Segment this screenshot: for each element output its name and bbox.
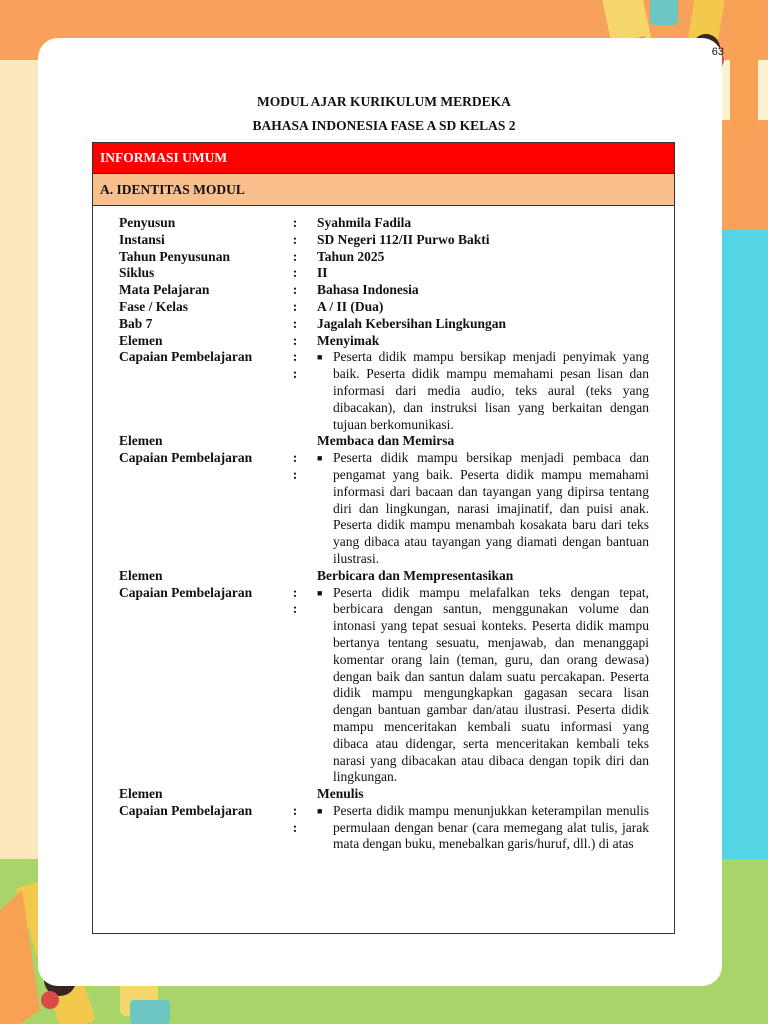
- cp-row: [93, 585, 674, 787]
- identity-label: Siklus: [119, 265, 155, 281]
- elemen-row: [93, 333, 674, 350]
- colon: :: [292, 802, 298, 818]
- identity-value: Syahmila Fadila: [317, 215, 412, 230]
- colon-pair: [280, 450, 310, 568]
- identity-value: Jagalah Kebersihan Lingkungan: [317, 315, 507, 331]
- elemen-label: Elemen: [119, 567, 163, 583]
- colon-blank: [280, 433, 310, 450]
- colon: :: [292, 248, 298, 264]
- identity-row: [93, 232, 674, 249]
- cp-content: [310, 450, 674, 568]
- cp-row: [93, 349, 674, 433]
- identity-row: [93, 282, 674, 299]
- elemen-row: [93, 786, 674, 803]
- page-number: 63: [711, 46, 724, 58]
- colon: :: [292, 584, 298, 600]
- elemen-row: [93, 568, 674, 585]
- cp-row: [93, 450, 674, 568]
- cp-content: [310, 803, 674, 853]
- bullet-icon: ■: [317, 587, 323, 598]
- colon: :: [292, 315, 298, 331]
- cp-label: Capaian Pembelajaran: [119, 584, 253, 600]
- module-title: MODUL AJAR KURIKULUM MERDEKA: [257, 94, 511, 109]
- colon: :: [292, 466, 298, 482]
- cp-text: Peserta didik mampu menunjukkan keterampilan menulis permulaan dengan benar (cara memegang alat tulis, jarak mata dengan buku, menebalkan garis/huruf, dll.) di atas: [333, 802, 649, 852]
- colon-pair: [280, 349, 310, 433]
- bullet-icon: ■: [317, 352, 323, 363]
- identity-label: Bab 7: [119, 315, 153, 331]
- identity-row: [93, 299, 674, 316]
- cp-label: Capaian Pembelajaran: [119, 349, 253, 365]
- cp-text: Peserta didik mampu melafalkan teks dengan tepat, berbicara dengan santun, menggunakan volume dan intonasi yang tepat sesuai konteks. Peserta didik mampu bertanya tentang sesuatu, menjawab, dan menanggapi komentar orang lain (teman, guru, dan orang dewasa) dengan baik dan santun dalam suatu percakapan. Peserta didik mampu mengungkapkan gagasan secara lisan dengan bantuan gambar dan/atau ilustrasi. Peserta didik mampu menceritakan kembali suatu informasi yang dibaca atau didengar, serta menceritakan kembali teks narasi yang dibacakan atau dibaca dengan topik diri dan lingkungan.: [333, 584, 649, 785]
- identity-value: SD Negeri 112/II Purwo Bakti: [317, 231, 490, 247]
- identity-row: [93, 265, 674, 282]
- cp-content: [310, 349, 674, 433]
- info-table: [92, 142, 675, 934]
- identity-value: Tahun 2025: [317, 248, 385, 264]
- colon: :: [292, 215, 298, 230]
- identity-row: [93, 249, 674, 266]
- section-header: INFORMASI UMUM: [93, 143, 674, 174]
- elemen-label: Elemen: [119, 332, 163, 348]
- colon: :: [292, 298, 298, 314]
- identity-rows: [93, 206, 674, 853]
- module-subtitle: BAHASA INDONESIA FASE A SD KELAS 2: [252, 118, 516, 133]
- cp-content: [310, 585, 674, 787]
- bullet-icon: ■: [317, 453, 323, 464]
- elemen-name: Berbicara dan Mempresentasikan: [317, 567, 514, 583]
- colon: :: [292, 450, 298, 466]
- colon: :: [292, 265, 298, 281]
- cp-label: Capaian Pembelajaran: [119, 802, 253, 818]
- elemen-name: Menulis: [317, 786, 364, 802]
- colon: :: [292, 819, 298, 835]
- identity-label: Fase / Kelas: [119, 298, 188, 314]
- colon: :: [292, 231, 298, 247]
- elemen-label: Elemen: [119, 433, 163, 449]
- elemen-label: Elemen: [119, 786, 163, 802]
- sub-header: A. IDENTITAS MODUL: [93, 174, 674, 206]
- identity-value: A / II (Dua): [317, 298, 384, 314]
- identity-label: Mata Pelajaran: [119, 282, 210, 298]
- identity-label: Penyusun: [119, 215, 176, 230]
- identity-row: [93, 316, 674, 333]
- colon: :: [292, 349, 298, 365]
- colon-pair: [280, 803, 310, 853]
- cp-text: Peserta didik mampu bersikap menjadi penyimak yang baik. Peserta didik mampu memahami pesan lisan dan informasi dari media audio, teks aural (teks yang dibacakan), dan instruksi lisan yang berkaitan dengan tujuan berkomunikasi.: [333, 349, 649, 432]
- colon-blank: [280, 568, 310, 585]
- colon: :: [292, 366, 298, 382]
- identity-label: Instansi: [119, 231, 165, 247]
- identity-label: Tahun Penyusunan: [119, 248, 230, 264]
- colon-pair: [280, 585, 310, 787]
- identity-value: II: [317, 265, 328, 281]
- bullet-icon: ■: [317, 805, 323, 816]
- colon-blank: [280, 786, 310, 803]
- cp-label: Capaian Pembelajaran: [119, 450, 253, 466]
- elemen-name: Membaca dan Memirsa: [317, 433, 455, 449]
- elemen-name: Menyimak: [317, 332, 380, 348]
- cp-text: Peserta didik mampu bersikap menjadi pembaca dan pengamat yang baik. Peserta didik mampu memahami informasi dari bacaan dan tayangan yang dipirsa tentang diri dan lingkungan, narasi imajinatif, dan puisi anak. Peserta didik mampu menambah kosakata baru dari teks yang dibaca atau tayangan yang diamati dengan bantuan ilustrasi.: [333, 450, 649, 566]
- cp-row: [93, 803, 674, 853]
- elemen-row: [93, 433, 674, 450]
- background-left-band: [0, 60, 40, 880]
- identity-row: [93, 215, 674, 232]
- colon: :: [292, 332, 298, 348]
- colon: :: [292, 282, 298, 298]
- colon: :: [292, 601, 298, 617]
- identity-value: Bahasa Indonesia: [317, 282, 419, 298]
